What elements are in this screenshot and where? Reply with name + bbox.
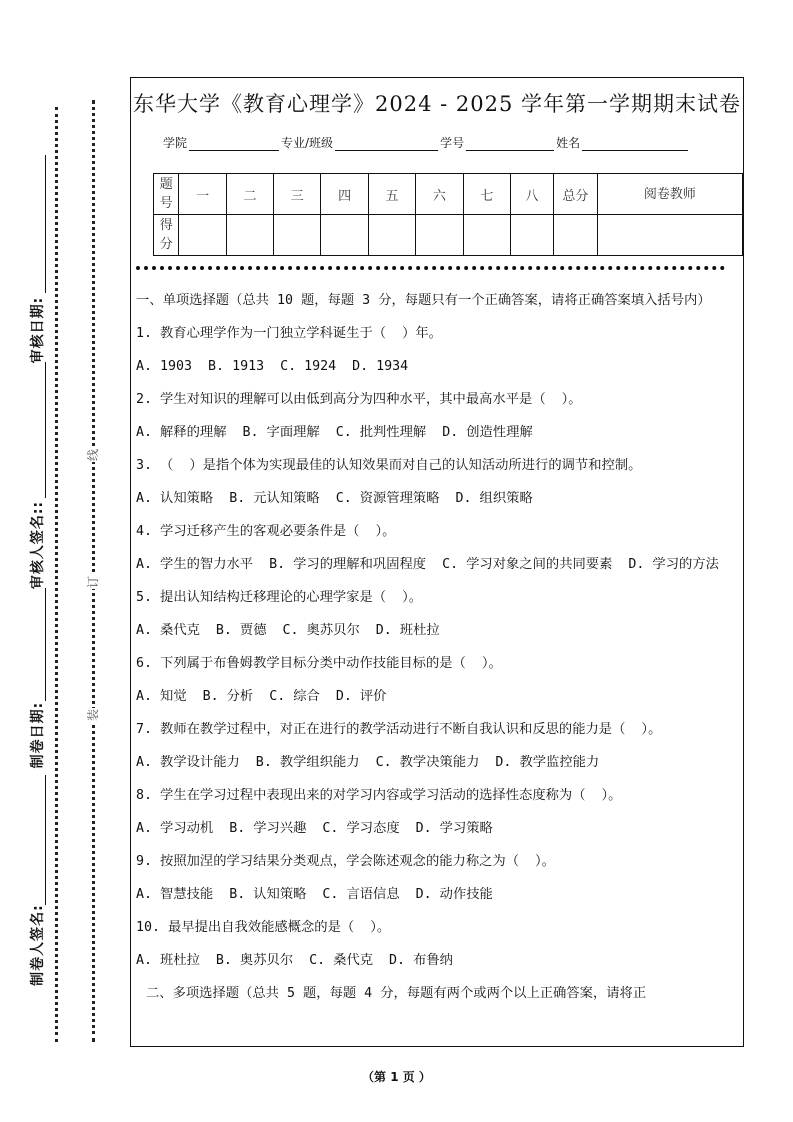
question-9-options: A. 智慧技能 B. 认知策略 C. 言语信息 D. 动作技能 — [136, 887, 493, 902]
question-10-stem: 10. 最早提出自我效能感概念的是（ ）。 — [136, 920, 391, 935]
score-cell-8[interactable] — [510, 215, 553, 256]
score-cell-3[interactable] — [274, 215, 321, 256]
row-header-score: 得分 — [154, 215, 179, 256]
signature-line-maker-date — [45, 775, 46, 905]
major-class-label: 专业/班级 — [281, 136, 334, 150]
col-header-grader: 阅卷教师 — [597, 174, 742, 215]
question-3-stem: 3. （ ）是指个体为实现最佳的认知效果而对自己的认知活动所进行的调节和控制。 — [136, 458, 642, 473]
signature-line-reviewer-2 — [45, 588, 46, 701]
binding-dotted-line-outer — [92, 100, 95, 1042]
col-header-8: 八 — [510, 174, 553, 215]
score-cell-6[interactable] — [416, 215, 463, 256]
exam-content — [136, 290, 739, 1016]
question-10-options: A. 班杜拉 B. 奥苏贝尔 C. 桑代克 D. 布鲁纳 — [136, 953, 453, 968]
cut-mark-line: 线 — [86, 449, 100, 462]
question-3-options: A. 认知策略 B. 元认知策略 C. 资源管理策略 D. 组织策略 — [136, 491, 533, 506]
name-label: 姓名 — [556, 136, 581, 150]
score-cell-grader[interactable] — [597, 215, 742, 256]
maker-signature-label: 制卷人签名: — [30, 904, 46, 986]
question-1-stem: 1. 教育心理学作为一门独立学科诞生于（ ）年。 — [136, 326, 442, 341]
score-table-header-row — [154, 174, 743, 215]
col-header-7: 七 — [463, 174, 510, 215]
cut-mark-bind: 订 — [86, 576, 100, 589]
question-7-stem: 7. 教师在教学过程中，对正在进行的教学活动进行不断自我认识和反思的能力是（ ）。 — [136, 722, 662, 737]
score-cell-5[interactable] — [368, 215, 415, 256]
question-6-stem: 6. 下列属于布鲁姆教学目标分类中动作技能目标的是（ ）。 — [136, 656, 502, 671]
section-1-heading: 一、单项选择题（总共 10 题，每题 3 分，每题只有一个正确答案，请将正确答案填入括号内） — [136, 293, 711, 308]
exam-title: 东华大学《教育心理学》2024 - 2025 学年第一学期期末试卷 — [132, 92, 741, 116]
question-7-options: A. 教学设计能力 B. 教学组织能力 C. 教学决策能力 D. 教学监控能力 — [136, 755, 600, 770]
score-cell-4[interactable] — [321, 215, 368, 256]
score-cell-7[interactable] — [463, 215, 510, 256]
question-8-stem: 8. 学生在学习过程中表现出来的对学习内容或学习活动的选择性态度称为（ ）。 — [136, 788, 622, 803]
maker-date-label: 制卷日期: — [30, 701, 46, 769]
score-table-score-row — [154, 215, 743, 256]
college-field[interactable] — [189, 138, 279, 151]
score-table — [153, 173, 743, 256]
signature-line-review-date — [45, 155, 46, 293]
signature-line-reviewer — [45, 362, 46, 498]
question-5-stem: 5. 提出认知结构迁移理论的心理学家是（ ）。 — [136, 590, 423, 605]
score-cell-1[interactable] — [179, 215, 226, 256]
col-header-5: 五 — [368, 174, 415, 215]
question-9-stem: 9. 按照加涅的学习结果分类观点，学会陈述观念的能力称之为（ ）。 — [136, 854, 555, 869]
student-id-label: 学号 — [440, 136, 465, 150]
col-header-2: 二 — [226, 174, 273, 215]
col-header-4: 四 — [321, 174, 368, 215]
exam-frame — [130, 77, 744, 1047]
col-header-6: 六 — [416, 174, 463, 215]
college-label: 学院 — [163, 136, 188, 150]
score-cell-2[interactable] — [226, 215, 273, 256]
score-cell-total[interactable] — [553, 215, 597, 256]
col-header-3: 三 — [274, 174, 321, 215]
student-info-row — [163, 134, 690, 151]
col-header-total: 总分 — [553, 174, 597, 215]
review-date-label: 审核日期: — [30, 296, 46, 364]
question-8-options: A. 学习动机 B. 学习兴趣 C. 学习态度 D. 学习策略 — [136, 821, 493, 836]
page-number: （第 1 页 ） — [362, 1070, 431, 1084]
question-4-options: A. 学生的智力水平 B. 学习的理解和巩固程度 C. 学习对象之间的共同要素 D. 学习的方法 — [136, 557, 719, 572]
cut-mark-stitch: 装 — [86, 709, 100, 722]
student-id-field[interactable] — [466, 138, 554, 151]
question-2-options: A. 解释的理解 B. 字面理解 C. 批判性理解 D. 创造性理解 — [136, 425, 533, 440]
section-2-heading: 二、多项选择题（总共 5 题，每题 4 分，每题有两个或两个以上正确答案，请将正 — [146, 986, 647, 1001]
major-class-field[interactable] — [335, 138, 438, 151]
question-1-options: A. 1903 B. 1913 C. 1924 D. 1934 — [136, 359, 409, 374]
question-2-stem: 2. 学生对知识的理解可以由低到高分为四种水平，其中最高水平是（ ）。 — [136, 392, 582, 407]
section-divider-dotted — [136, 266, 725, 270]
row-header-question-no: 题号 — [154, 174, 179, 215]
name-field[interactable] — [582, 138, 688, 151]
question-5-options: A. 桑代克 B. 贾德 C. 奥苏贝尔 D. 班杜拉 — [136, 623, 440, 638]
binding-dotted-line-inner — [55, 107, 58, 1042]
question-6-options: A. 知觉 B. 分析 C. 综合 D. 评价 — [136, 689, 387, 704]
question-4-stem: 4. 学习迁移产生的客观必要条件是（ ）。 — [136, 524, 396, 539]
col-header-1: 一 — [179, 174, 226, 215]
reviewer-signature-label: 审核人签名:: — [30, 500, 46, 590]
